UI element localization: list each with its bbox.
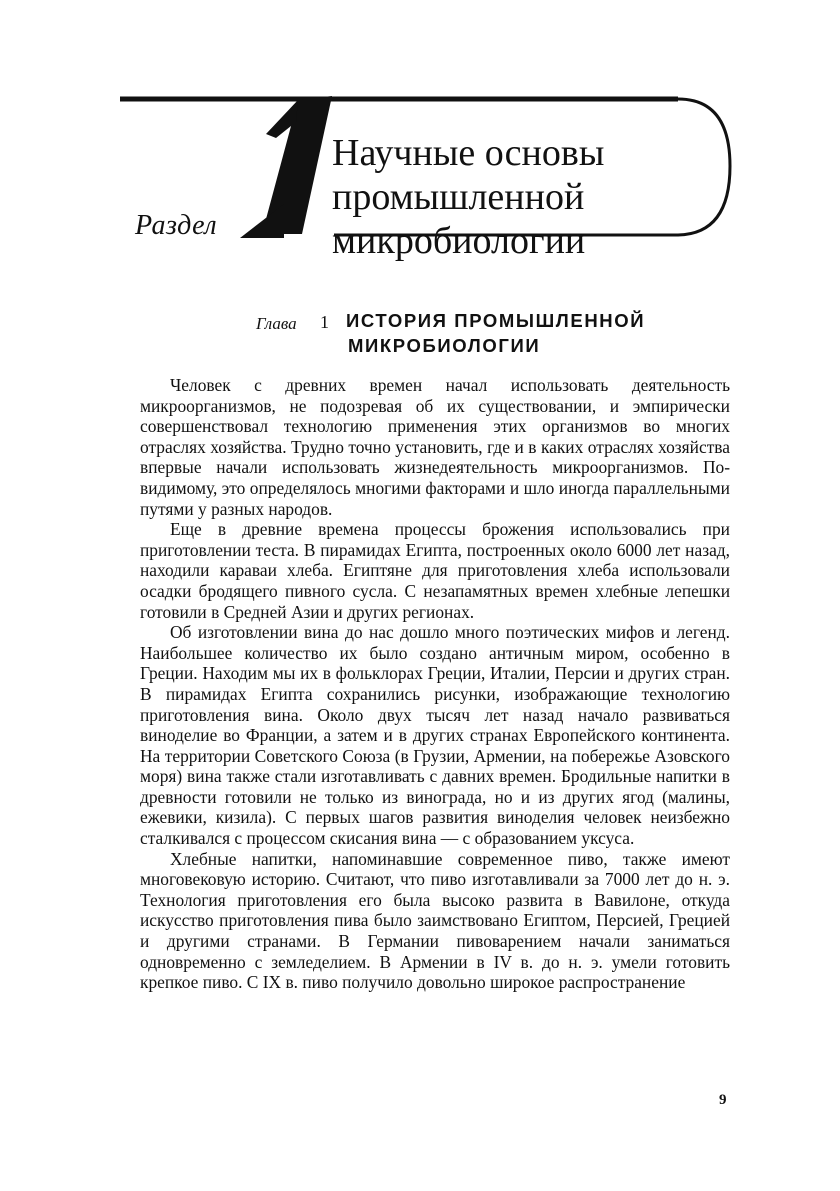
chapter-number: 1 (320, 312, 329, 332)
paragraph: Человек с древних времен начал использовать деятельность микроорганизмов, не подозревая об их существовании, и эмпирически совершенствовал технологию применения этих организмов во многих отраслях хозяйства. Трудно точно установить, где и в каких отраслях хозяйства впервые начали использовать жизнедеятельность микроорганизмов. По-видимому, это определялось многими факторами и шло иногда параллельными путями у разных народов. (140, 375, 730, 519)
paragraph: Хлебные напитки, напоминавшие современное пиво, также имеют многовековую историю. Считают, что пиво изготавливали за 7000 лет до н. э. Технология приготовления его была высоко развита в Вавилоне, откуда искусство приготовления пива было заимствовано Египтом, Персией, Грецией и другими странами. В Германии пивоварением начали заниматься одновременно с земледелием. В Армении в IV в. до н. э. умели готовить крепкое пиво. С IX в. пиво получило довольно широкое распространение (140, 848, 730, 993)
body-text (140, 375, 730, 993)
section-title-line: промышленной (332, 176, 585, 219)
chapter-label: Глава (256, 314, 297, 333)
paragraph: Об изготовлении вина до нас дошло много поэтических мифов и легенд. Наибольшее количество их было создано античным миром, особенно в Греции. Находим мы их в фольклорах Греции, Италии, Персии и других стран. В пирамидах Египта сохранились рисунки, изображающие технологию приготовления вина. Около двух тысяч лет назад начало развиваться виноделие во Франции, а затем и в других странах Европейского континента. На территории Советского Союза (в Грузии, Армении, на побережье Азовского моря) вина также стали изготавливать с давних времен. Бродильные напитки в древности готовили не только из винограда, но и из других ягод (малины, ежевики, кизила). С первых шагов развития виноделия человек неизбежно сталкивался с процессом скисания вина — с образованием уксуса. (140, 622, 730, 849)
paragraph: Еще в древние времена процессы брожения использовались при приготовлении теста. В пирамидах Египта, построенных около 6000 лет назад, находили караваи хлеба. Египтяне для приготовления хлеба использовали осадки бродящего пивного сусла. С незапамятных времен хлебные лепешки готовили в Средней Азии и других регионах. (140, 519, 730, 622)
chapter-title (346, 308, 706, 358)
section-title (332, 131, 692, 263)
section-title-line: микробиологии (332, 220, 586, 263)
chapter-title-line: ИСТОРИЯ ПРОМЫШЛЕННОЙ (346, 310, 646, 331)
section-title-line: Научные основы (332, 132, 605, 175)
section-number-glyph (236, 94, 336, 240)
page-number: 9 (719, 1092, 727, 1108)
chapter-title-line: МИКРОБИОЛОГИИ (348, 335, 541, 356)
section-label: Раздел (135, 210, 218, 241)
